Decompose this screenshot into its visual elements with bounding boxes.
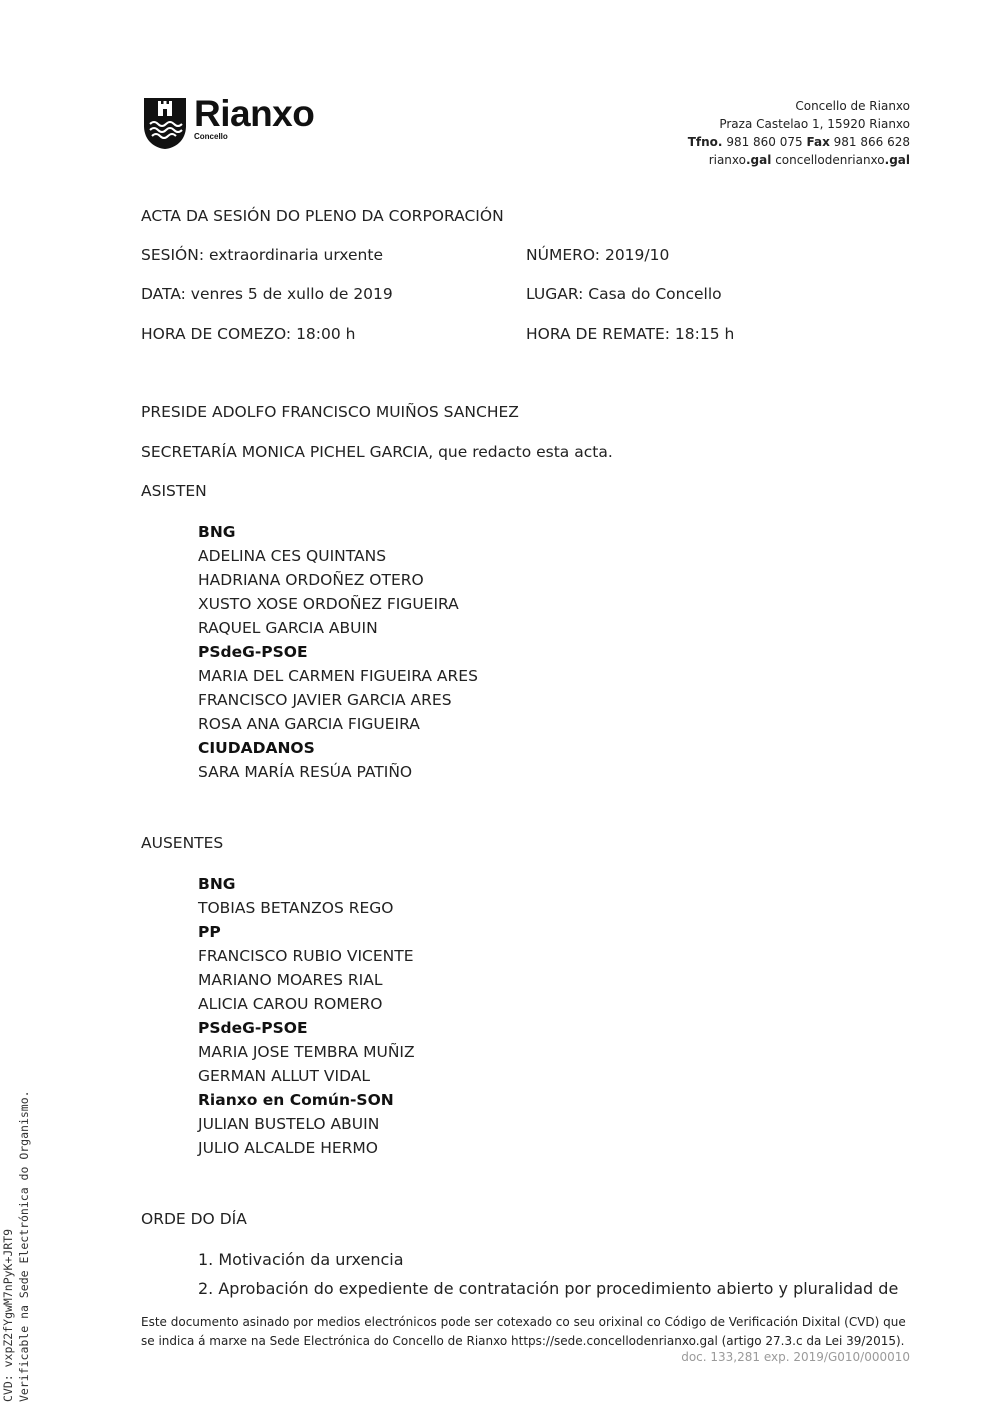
list-item: ALICIA CAROU ROMERO [198,995,383,1013]
agenda-heading: ORDE DO DÍA [141,1210,247,1228]
fax-number: 981 866 628 [833,135,910,149]
website-link-2[interactable]: concellodenrianxo.gal [775,153,910,167]
list-item: MARIA JOSE TEMBRA MUÑIZ [198,1043,415,1061]
list-item: ROSA ANA GARCIA FIGUEIRA [198,715,420,733]
list-item: PSdeG-PSOE [198,1019,308,1037]
session-type: SESIÓN: extraordinaria urxente [141,246,383,264]
contact-name: Concello de Rianxo [795,99,910,113]
list-item: GERMAN ALLUT VIDAL [198,1067,370,1085]
list-item: HADRIANA ORDOÑEZ OTERO [198,571,424,589]
list-item: TOBIAS BETANZOS REGO [198,899,394,917]
agenda-item: 2. Aprobación do expediente de contratación por procedimiento abierto y pluralidad de [198,1279,899,1298]
attendees-heading: ASISTEN [141,482,207,500]
contact-phones [688,133,910,151]
side-verification-code [0,1090,32,1402]
contact-block [688,97,910,169]
act-title: ACTA DA SESIÓN DO PLENO DA CORPORACIÓN [141,207,504,225]
list-item: BNG [198,523,236,541]
list-item: CIUDADANOS [198,739,315,757]
list-item: XUSTO XOSE ORDOÑEZ FIGUEIRA [198,595,459,613]
logo-wordmark: Rianxo [194,93,315,134]
list-item: JULIAN BUSTELO ABUIN [198,1115,380,1133]
session-date: DATA: venres 5 de xullo de 2019 [141,285,393,303]
list-item: JULIO ALCALDE HERMO [198,1139,378,1157]
logo-subtitle: Concello [194,132,228,141]
list-item: SARA MARÍA RESÚA PATIÑO [198,763,413,781]
website-link[interactable]: rianxo.gal [708,153,772,167]
list-item: FRANCISCO JAVIER GARCIA ARES [198,691,452,709]
fax-label: Fax [806,135,830,149]
phone-label: Tfno. [687,135,723,149]
list-item: PP [198,923,221,941]
list-item: Rianxo en Común-SON [198,1091,394,1109]
footer-line: se indica á marxe na Sede Electrónica do Concello de Rianxo https://sede.concellodenrianxo.gal (artigo 27.3.c da Lei 39/2015). [141,1334,905,1348]
agenda-list [198,1245,898,1303]
document-reference: doc. 133,281 exp. 2019/G010/000010 [681,1350,910,1364]
absentees-heading: AUSENTES [141,834,224,852]
agenda-item: 1. Motivación da urxencia [198,1250,404,1269]
session-number: NÚMERO: 2019/10 [526,246,670,264]
list-item: ADELINA CES QUINTANS [198,547,387,565]
list-item: MARIA DEL CARMEN FIGUEIRA ARES [198,667,478,685]
secretary: SECRETARÍA MONICA PICHEL GARCIA, que redacto esta acta. [141,443,613,461]
list-item: MARIANO MOARES RIAL [198,971,383,989]
cvd-note: Verificable na Sede Electrónica do Organismo. [17,1090,31,1402]
list-item: RAQUEL GARCIA ABUIN [198,619,378,637]
footer-line: Este documento asinado por medios electrónicos pode ser cotexado co seu orixinal co Código de Verificación Dixital (CVD) que [141,1315,906,1329]
absentees-list [198,872,415,1160]
cvd-code: CVD: vxpZ2fYgwM7nPyK+JRT9 [1,1228,15,1402]
end-time: HORA DE REMATE: 18:15 h [526,325,735,343]
phone-number: 981 860 075 [726,135,803,149]
presiding-officer: PRESIDE ADOLFO FRANCISCO MUIÑOS SANCHEZ [141,403,519,421]
shield-emblem-icon [142,96,188,150]
contact-websites [688,151,910,169]
verification-footer [141,1313,911,1351]
municipal-logo [142,93,315,150]
contact-address: Praza Castelao 1, 15920 Rianxo [719,117,910,131]
attendees-list [198,520,478,784]
list-item: BNG [198,875,236,893]
list-item: FRANCISCO RUBIO VICENTE [198,947,414,965]
list-item: PSdeG-PSOE [198,643,308,661]
session-place: LUGAR: Casa do Concello [526,285,722,303]
start-time: HORA DE COMEZO: 18:00 h [141,325,356,343]
